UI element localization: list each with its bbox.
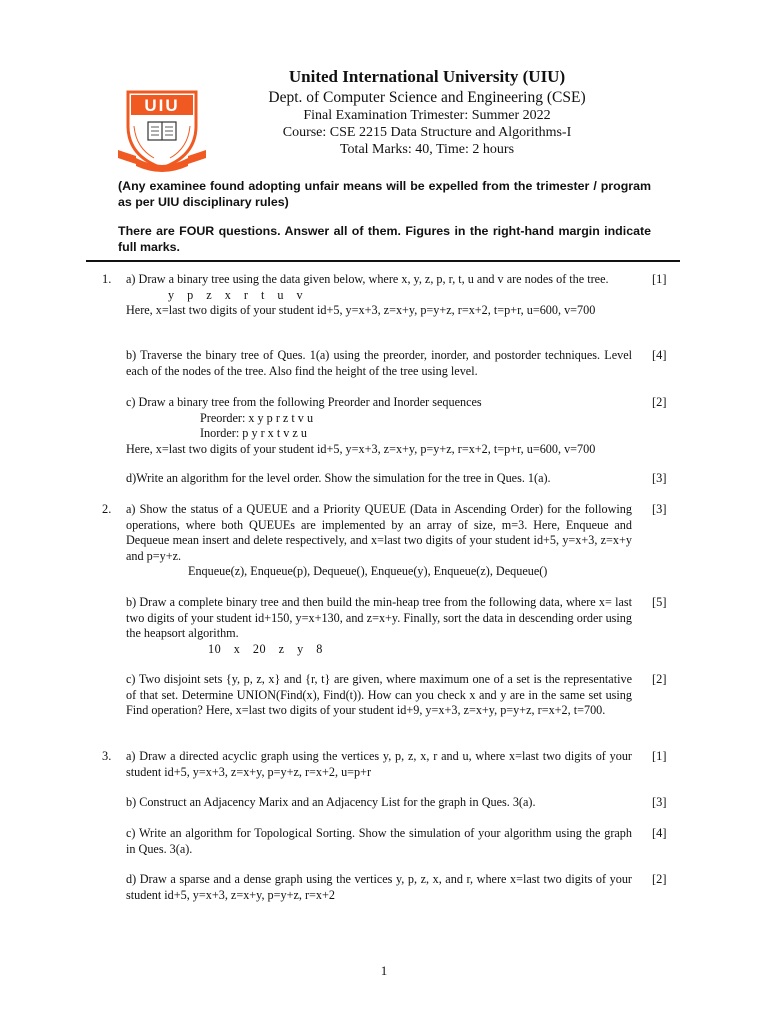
uiu-crest-icon bbox=[114, 86, 210, 178]
uiu-logo bbox=[114, 86, 210, 178]
question-text: b) Construct an Adjacency Marix and an Adjacency List for the graph in Ques. 3(a). bbox=[126, 795, 536, 809]
marks-label: [1] bbox=[652, 749, 667, 763]
question-3a bbox=[126, 749, 632, 780]
question-3-number: 3. bbox=[102, 749, 112, 763]
marks-label: [3] bbox=[652, 502, 667, 516]
marks-label: [2] bbox=[652, 395, 667, 409]
course-title: Course: CSE 2215 Data Structure and Algorithms-I bbox=[282, 125, 572, 140]
inorder-sequence: Inorder: p y r x t v z u bbox=[200, 426, 307, 440]
preorder-sequence: Preorder: x y p r z t v u bbox=[200, 410, 314, 425]
question-2c bbox=[126, 672, 632, 719]
marks-label: [3] bbox=[652, 471, 667, 485]
instructions-notice: There are FOUR questions. Answer all of them. Figures in the right-hand margin indicate full marks. bbox=[118, 224, 651, 254]
queue-operations: Enqueue(z), Enqueue(p), Dequeue(), Enqueue(y), Enqueue(z), Dequeue() bbox=[188, 564, 548, 578]
question-1-number: 1. bbox=[102, 272, 112, 286]
question-text: c) Write an algorithm for Topological Sorting. Show the simulation of your algorithm using the graph in Ques. 3(a). bbox=[126, 826, 632, 856]
question-text: d) Draw a sparse and a dense graph using the vertices y, p, z, x, and r, where x=last two digits of your student id+5, y=x+3, z=x+y, p=y+z, r=x+2 bbox=[126, 872, 632, 902]
marks-label: [5] bbox=[652, 595, 667, 609]
university-name: United International University (UIU) bbox=[288, 67, 566, 86]
heap-data: 10 x 20 z y 8 bbox=[208, 641, 323, 656]
question-2a bbox=[126, 502, 632, 580]
question-text: b) Traverse the binary tree of Ques. 1(a) using the preorder, inorder, and postorder techniques. Level each of the nodes of the tree. Also find the height of the tree using level. bbox=[126, 348, 632, 378]
question-1c bbox=[126, 395, 632, 457]
question-text: a) Show the status of a QUEUE and a Priority QUEUE (Data in Ascending Order) for the following operations, where both QUEUEs are implemented by an array of size, m=3. Here, Enqueue and Dequeue mean insert and delete respectively, and x=last two digits of your student id+5, y=x+3, z=x+y and p=y+z. bbox=[126, 502, 632, 563]
marks-label: [2] bbox=[652, 872, 667, 886]
question-2b bbox=[126, 595, 632, 657]
question-text: d)Write an algorithm for the level order. Show the simulation for the tree in Ques. 1(a). bbox=[126, 471, 551, 485]
question-text: a) Draw a binary tree using the data given below, where x, y, z, p, r, t, u and v are nodes of the tree. bbox=[126, 272, 609, 286]
marks-label: [4] bbox=[652, 348, 667, 362]
header-divider bbox=[86, 260, 680, 262]
question-1b bbox=[126, 348, 632, 379]
marks-label: [3] bbox=[652, 795, 667, 809]
marks-label: [4] bbox=[652, 826, 667, 840]
question-2-number: 2. bbox=[102, 502, 112, 516]
question-text: b) Draw a complete binary tree and then build the min-heap tree from the following data, where x= last two digits of your student id+150, y=x+130, and z=x+y. Finally, sort the data in descending order using the heapsort algorithm. bbox=[126, 595, 632, 640]
question-text: c) Two disjoint sets {y, p, z, x} and {r, t} are given, where maximum one of a set is the representative of that set. Determine UNION(Find(x), Find(t)). How can you check x and y are in the same set using Find operation? Here, x=last two digits of your student id+9, y=x+3, z=x+y, p=y+z, r=x+2, t=700. bbox=[126, 672, 632, 717]
unfair-means-notice: (Any examinee found adopting unfair means will be expelled from the trimester / program as per UIU disciplinary rules) bbox=[118, 179, 651, 209]
svg-text:UIU: UIU bbox=[144, 96, 180, 115]
node-sequence: y p z x r t u v bbox=[168, 287, 304, 302]
question-3b bbox=[126, 795, 632, 811]
question-text: a) Draw a directed acyclic graph using the vertices y, p, z, x, r and u, where x=last two digits of your student id+5, y=x+3, z=x+y, p=y+z, r=x+2, u=p+r bbox=[126, 749, 632, 779]
question-note: Here, x=last two digits of your student id+5, y=x+3, z=x+y, p=y+z, r=x+2, t=p+r, u=600, v=700 bbox=[126, 303, 596, 317]
question-note: Here, x=last two digits of your student id+5, y=x+3, z=x+y, p=y+z, r=x+2, t=p+r, u=600, v=700 bbox=[126, 441, 596, 456]
question-3d bbox=[126, 872, 632, 903]
marks-label: [2] bbox=[652, 672, 667, 686]
exam-title: Final Examination Trimester: Summer 2022 bbox=[303, 108, 551, 123]
question-1d bbox=[126, 471, 632, 487]
question-text: c) Draw a binary tree from the following Preorder and Inorder sequences bbox=[126, 395, 482, 409]
question-3c bbox=[126, 826, 632, 857]
department-name: Dept. of Computer Science and Engineering (CSE) bbox=[268, 89, 586, 106]
marks-label: [1] bbox=[652, 272, 667, 286]
question-1a bbox=[126, 272, 632, 319]
marks-time: Total Marks: 40, Time: 2 hours bbox=[339, 142, 515, 157]
page-number: 1 bbox=[380, 963, 388, 978]
